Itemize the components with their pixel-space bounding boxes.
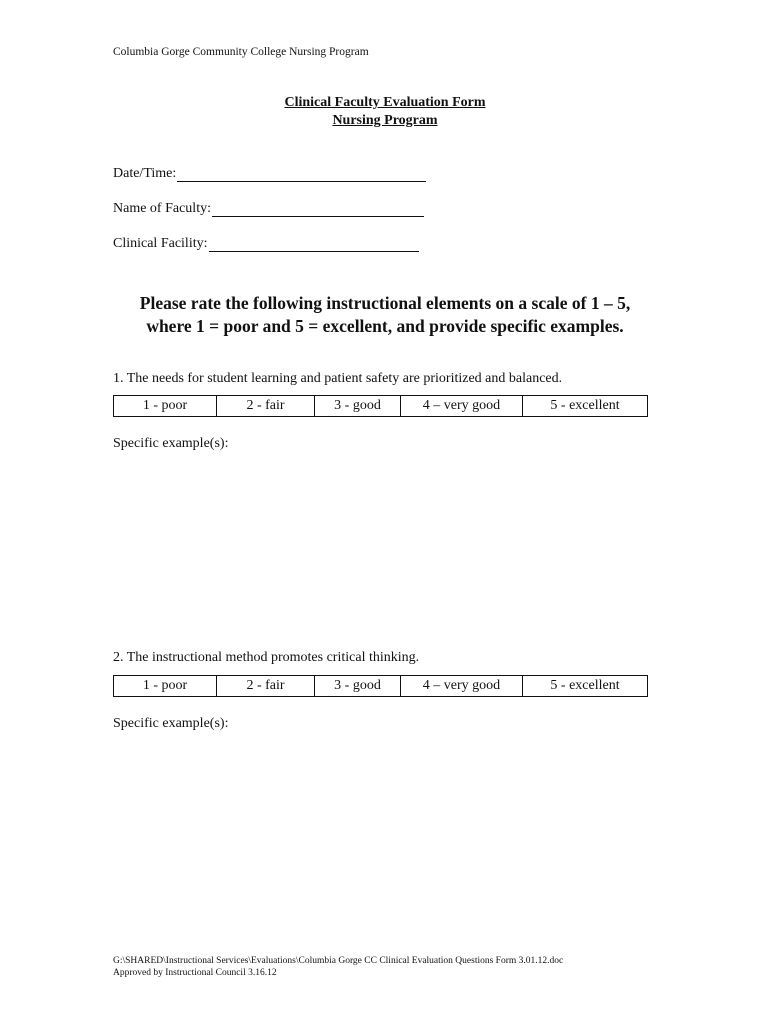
clinical-facility-input[interactable] bbox=[209, 237, 419, 252]
rating-option-1[interactable]: 1 - poor bbox=[114, 676, 217, 696]
instruction-line-1: Please rate the following instructional elements on a scale of 1 – 5, bbox=[139, 293, 631, 313]
rating-option-5[interactable]: 5 - excellent bbox=[550, 398, 620, 413]
date-time-input[interactable] bbox=[177, 167, 426, 182]
date-time-field[interactable] bbox=[113, 166, 426, 182]
form-title: Clinical Faculty Evaluation Form bbox=[284, 95, 486, 110]
question-1-text: 1. The needs for student learning and patient safety are prioritized and balanced. bbox=[113, 371, 563, 386]
rating-option-2[interactable]: 2 - fair bbox=[217, 396, 315, 416]
rating-option-4[interactable]: 4 – very good bbox=[401, 396, 523, 416]
rating-option-3[interactable]: 3 - good bbox=[315, 676, 401, 696]
footer-file-path: G:\SHARED\Instructional Services\Evaluations\Columbia Gorge CC Clinical Evaluation Questions Form 3.01.12.doc bbox=[113, 956, 564, 966]
rating-option-2[interactable]: 2 - fair bbox=[217, 676, 315, 696]
clinical-facility-field[interactable] bbox=[113, 236, 419, 252]
faculty-name-label: Name of Faculty: bbox=[113, 201, 211, 216]
page-header: Columbia Gorge Community College Nursing Program bbox=[113, 46, 369, 58]
faculty-name-input[interactable] bbox=[212, 202, 424, 217]
instruction-line-2: where 1 = poor and 5 = excellent, and provide specific examples. bbox=[146, 316, 624, 336]
question-1-examples-label: Specific example(s): bbox=[113, 436, 229, 451]
question-2-text: 2. The instructional method promotes critical thinking. bbox=[113, 650, 420, 665]
footer-approval: Approved by Instructional Council 3.16.12 bbox=[113, 968, 277, 978]
question-2-examples-label: Specific example(s): bbox=[113, 716, 229, 731]
rating-option-5[interactable]: 5 - excellent bbox=[550, 678, 620, 693]
page-footer bbox=[113, 955, 563, 979]
question-1-rating-scale bbox=[113, 395, 648, 417]
rating-option-1[interactable]: 1 - poor bbox=[114, 396, 217, 416]
rating-option-4[interactable]: 4 – very good bbox=[401, 676, 523, 696]
date-time-label: Date/Time: bbox=[113, 166, 177, 181]
clinical-facility-label: Clinical Facility: bbox=[113, 236, 208, 251]
faculty-name-field[interactable] bbox=[113, 201, 424, 217]
form-subtitle: Nursing Program bbox=[332, 113, 438, 128]
rating-option-3[interactable]: 3 - good bbox=[315, 396, 401, 416]
question-2-rating-scale bbox=[113, 675, 648, 697]
